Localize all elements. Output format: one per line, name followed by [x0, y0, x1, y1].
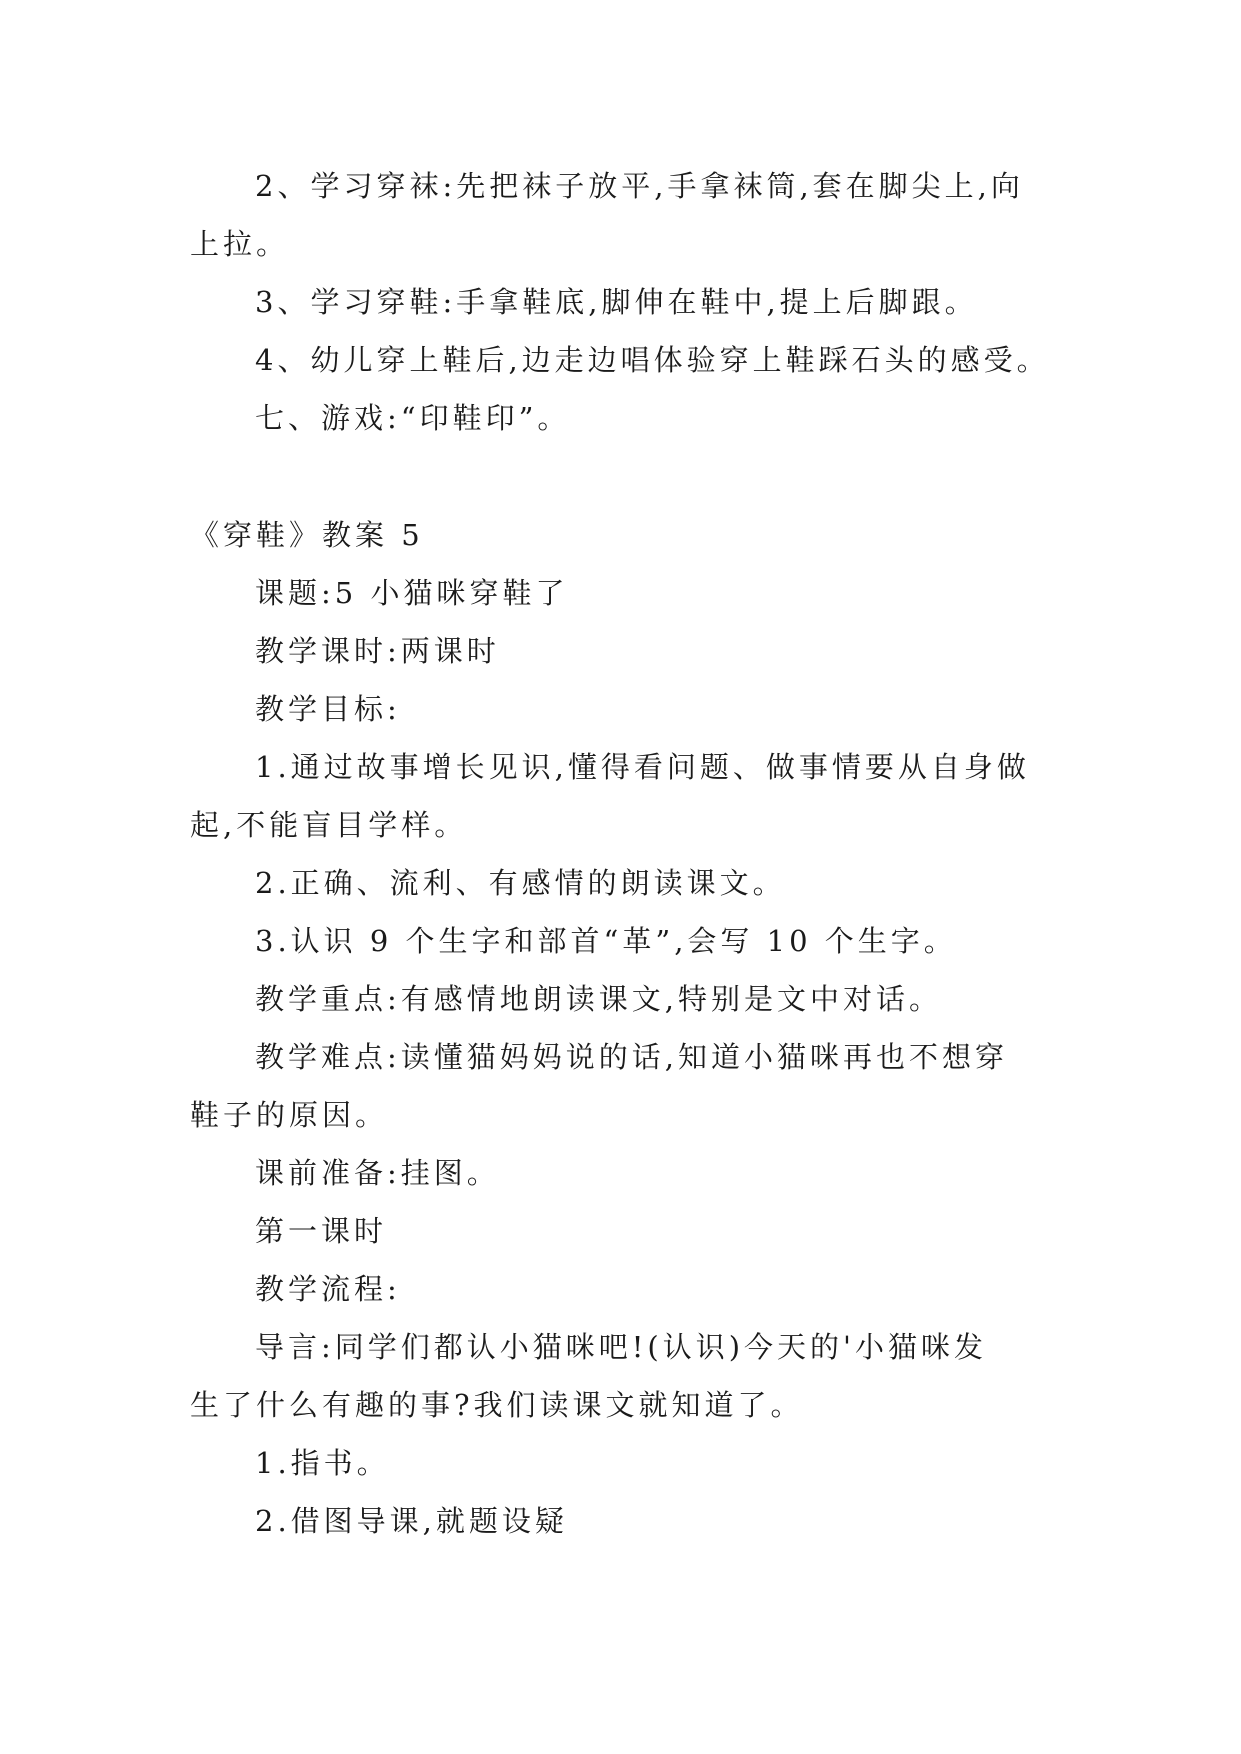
key-point-line: 教学重点:有感情地朗读课文,特别是文中对话。	[255, 982, 942, 1016]
goals-heading: 教学目标:	[255, 692, 401, 726]
goal-2: 2.正确、流利、有感情的朗读课文。	[255, 866, 786, 900]
preparation-line: 课前准备:挂图。	[255, 1156, 500, 1190]
paragraph-walk: 4、幼儿穿上鞋后,边走边唱体验穿上鞋踩石头的感受。	[255, 343, 1050, 377]
lesson-1-heading: 第一课时	[255, 1214, 388, 1248]
intro-line2: 生了什么有趣的事?我们读课文就知道了。	[190, 1388, 804, 1422]
goal-1-line1: 1.通过故事增长见识,懂得看问题、做事情要从自身做	[255, 750, 1030, 784]
paragraph-shoes: 3、学习穿鞋:手拿鞋底,脚伸在鞋中,提上后脚跟。	[255, 285, 978, 319]
step-1: 1.指书。	[255, 1446, 390, 1480]
paragraph-socks-line2: 上拉。	[190, 227, 290, 261]
goal-3: 3.认识 9 个生字和部首“革”,会写 10 个生字。	[255, 924, 957, 958]
process-heading: 教学流程:	[255, 1272, 401, 1306]
paragraph-socks-line1: 2、学习穿袜:先把袜子放平,手拿袜筒,套在脚尖上,向	[255, 169, 1024, 203]
topic-line: 课题:5 小猫咪穿鞋了	[255, 576, 569, 610]
section-title: 《穿鞋》教案 5	[190, 518, 424, 552]
goal-1-line2: 起,不能盲目学样。	[190, 808, 468, 842]
hours-line: 教学课时:两课时	[255, 634, 500, 668]
difficulty-line2: 鞋子的原因。	[190, 1098, 389, 1132]
intro-line1: 导言:同学们都认小猫咪吧!(认识)今天的'小猫咪发	[255, 1330, 988, 1364]
difficulty-line1: 教学难点:读懂猫妈妈说的话,知道小猫咪再也不想穿	[255, 1040, 1008, 1074]
step-2: 2.借图导课,就题设疑	[255, 1504, 568, 1538]
paragraph-game: 七、游戏:“印鞋印”。	[255, 401, 571, 435]
